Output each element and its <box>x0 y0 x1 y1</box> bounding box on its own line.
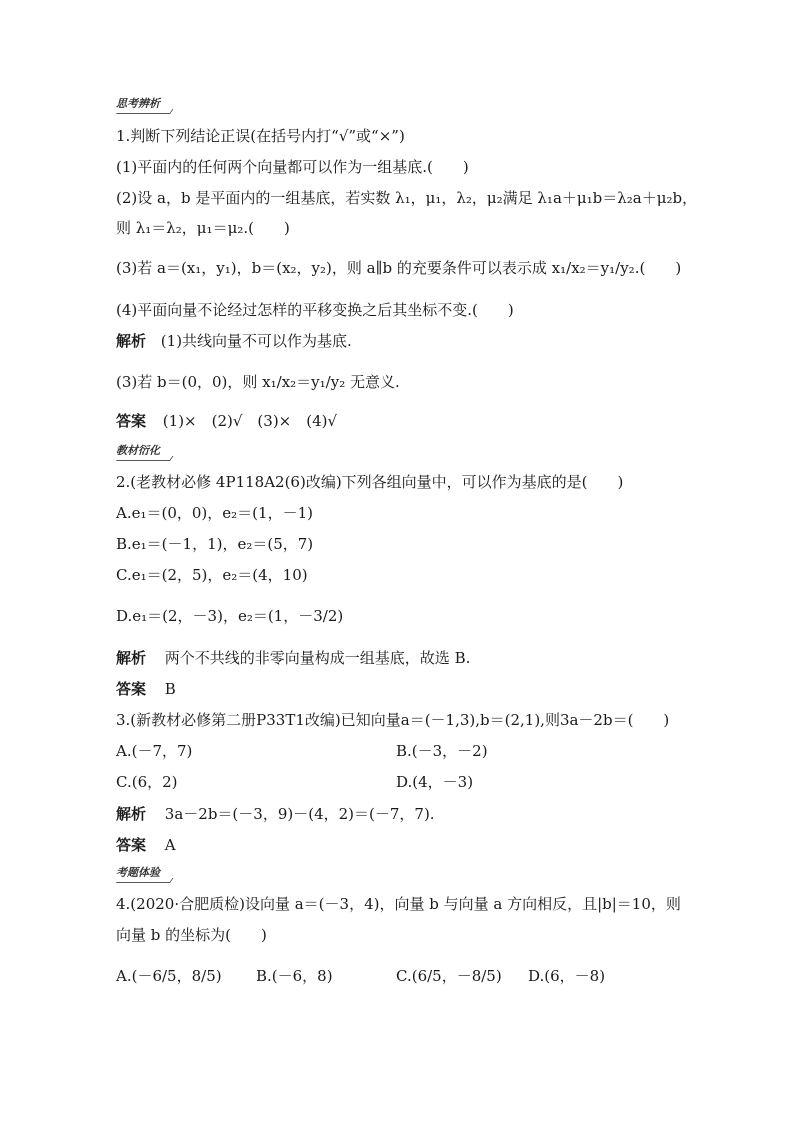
answer-text: A <box>164 836 176 854</box>
q1-analysis-3: (3)若 b＝(0，0)，则 x₁/x₂＝y₁/y₂ 无意义. <box>116 373 400 391</box>
q2-stem: 2.(老教材必修 4P118A2(6)改编)下列各组向量中，可以作为基底的是( ) <box>116 473 624 491</box>
q4-stem-a: 4.(2020·合肥质检)设向量 a＝(－3，4)，向量 b 与向量 a 方向相反，且|b|＝10，则 <box>116 895 681 913</box>
answer-label: 答案 <box>116 836 147 854</box>
q3-stem: 3.(新教材必修第二册P33T1改编)已知向量a＝(－1,3),b＝(2,1),则3a－2b＝( ) <box>116 711 670 729</box>
q1-stem: 1.判断下列结论正误(在括号内打“√”或“×”) <box>116 127 405 145</box>
q1-analysis-1 <box>116 331 352 351</box>
q1-statement-4: (4)平面向量不论经过怎样的平移变换之后其坐标不变.( ) <box>116 301 514 319</box>
q4-option-a: A.(－6/5，8/5) <box>116 967 222 985</box>
q4-stem-b: 向量 b 的坐标为( ) <box>116 926 267 944</box>
q2-option-a: A.e₁＝(0，0)，e₂＝(1，－1) <box>116 504 313 522</box>
q1-statement-2a: (2)设 a，b 是平面内的一组基底，若实数 λ₁，μ₁，λ₂，μ₂满足 λ₁a＋μ₁b＝λ₂a＋μ₂b， <box>116 189 698 207</box>
analysis-label: 解析 <box>116 805 147 823</box>
q4-option-c: C.(6/5，－8/5) <box>396 967 502 985</box>
answer-text: (1)× (2)√ (3)× (4)√ <box>162 412 338 430</box>
q4-option-b: B.(－6，8) <box>256 967 333 985</box>
analysis-text: (1)共线向量不可以作为基底. <box>160 332 352 350</box>
answer-label: 答案 <box>116 680 147 698</box>
q1-statement-1: (1)平面内的任何两个向量都可以作为一组基底.( ) <box>116 158 469 176</box>
answer-label: 答案 <box>116 412 147 430</box>
q3-option-b: B.(－3，－2) <box>396 742 488 760</box>
q1-answer <box>116 411 337 431</box>
section-tag-exam: 考题体验 <box>116 866 170 880</box>
q3-option-c: C.(6，2) <box>116 773 178 791</box>
q3-option-d: D.(4，－3) <box>396 773 474 791</box>
q2-option-c: C.e₁＝(2，5)，e₂＝(4，10) <box>116 566 308 584</box>
answer-text: B <box>164 680 176 698</box>
q4-option-d: D.(6，－8) <box>528 967 606 985</box>
q2-option-b: B.e₁＝(－1，1)，e₂＝(5，7) <box>116 535 314 553</box>
q3-answer <box>116 835 176 855</box>
q1-statement-2b: 则 λ₁＝λ₂，μ₁＝μ₂.( ) <box>116 219 290 237</box>
section-tag-textbook: 教材衍化 <box>116 444 170 458</box>
q1-statement-3: (3)若 a＝(x₁，y₁)，b＝(x₂，y₂)，则 a∥b 的充要条件可以表示成 x₁/x₂＝y₁/y₂.( ) <box>116 259 682 277</box>
q3-option-a: A.(－7，7) <box>116 742 193 760</box>
analysis-text: 3a－2b＝(－3，9)－(4，2)＝(－7，7). <box>164 805 435 823</box>
q2-analysis <box>116 648 470 668</box>
analysis-label: 解析 <box>116 332 147 350</box>
section-tag-think: 思考辨析 <box>116 97 170 111</box>
q2-option-d: D.e₁＝(2，－3)，e₂＝(1，－3/2) <box>116 607 344 625</box>
q2-answer <box>116 679 176 699</box>
analysis-text: 两个不共线的非零向量构成一组基底，故选 B. <box>164 649 471 667</box>
q3-analysis <box>116 804 435 824</box>
analysis-label: 解析 <box>116 649 147 667</box>
